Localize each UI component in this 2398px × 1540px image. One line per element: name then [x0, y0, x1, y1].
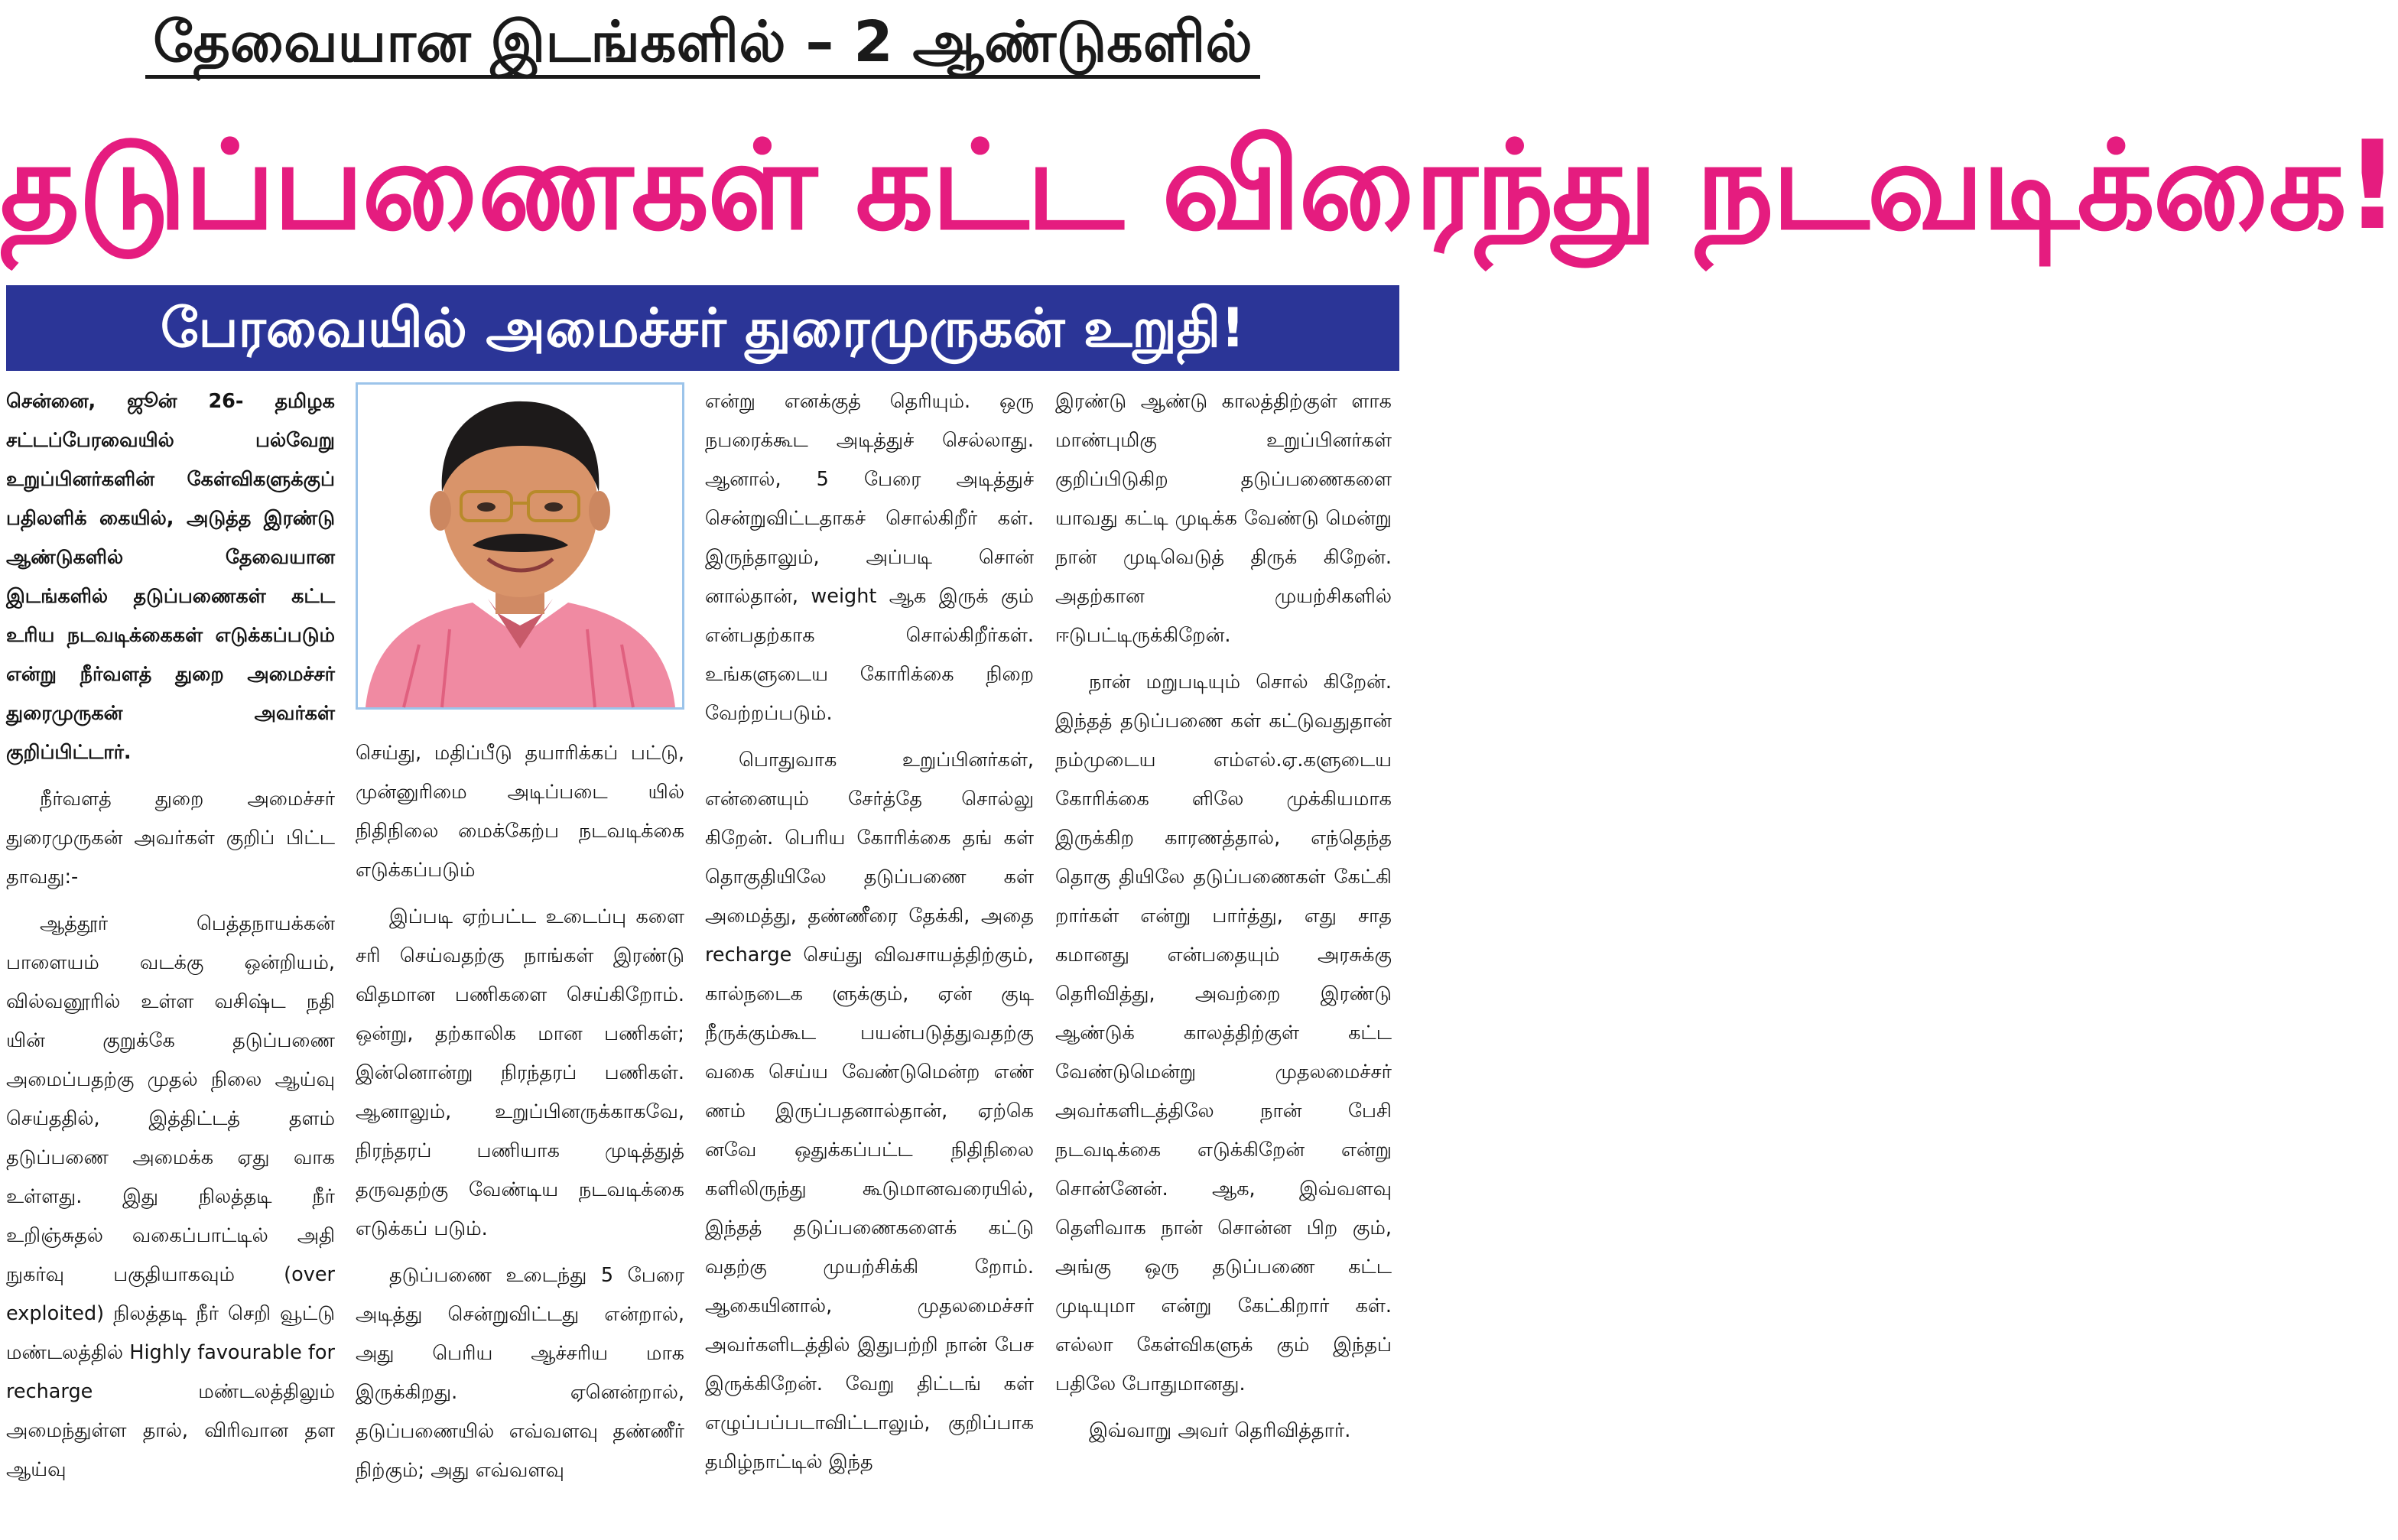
article-column-4 — [1055, 382, 1392, 1458]
portrait-illustration — [358, 385, 682, 707]
article-paragraph: இரண்டு ஆண்டு காலத்திற்குள் ளாக மாண்புமிகு உறுப்பினர்கள் குறிப்பிடுகிற தடுப்பணைகளை யாவது கட்டி முடிக்க வேண்டு மென்று நான் முடிவெடுத் திருக் கிறேன். அதற்கான முயற்சிகளில் ஈடுபட்டிருக்கிறேன். — [1055, 390, 1392, 647]
article-paragraph: செய்து, மதிப்பீடு தயாரிக்கப் பட்டு, முன்னுரிமை அடிப்படை யில் நிதிநிலை மைக்கேற்ப நடவடிக்கை எடுக்கப்படும் — [356, 742, 684, 882]
article-paragraph: நான் மறுபடியும் சொல் கிறேன். இந்தத் தடுப்பணை கள் கட்டுவதுதான் நம்முடைய எம்எல்.ஏ.களுடைய கோரிக்கை ளிலே முக்கியமாக இருக்கிற காரணத்தால், எந்தெந்த தொகு தியிலே தடுப்பணைகள் கேட்கி றார்கள் என்று பார்த்து, எது சாத கமானது என்பதையும் அரசுக்கு தெரிவித்து, அவற்றை இரண்டு ஆண்டுக் காலத்திற்குள் கட்ட வேண்டுமென்று முதலமைச்சர் அவர்களிடத்திலே நான் பேசி நடவடிக்கை எடுக்கிறேன் என்று சொன்னேன். ஆக, இவ்வளவு தெளிவாக நான் சொன்ன பிற கும், அங்கு ஒரு தடுப்பணை கட்ட முடியுமா என்று கேட்கிறார் கள். எல்லா கேள்விகளுக் கும் இந்தப் பதிலே போதுமானது. — [1055, 671, 1392, 1395]
article-closing: இவ்வாறு அவர் தெரிவித்தார். — [1089, 1419, 1351, 1442]
article-paragraph: பொதுவாக உறுப்பினர்கள், என்னையும் சேர்த்தே சொல்லு கிறேன். பெரிய கோரிக்கை தங் கள் தொகுதியிலே தடுப்பணை கள் அமைத்து, தண்ணீரை தேக்கி, அதை recharge செய்து விவசாயத்திற்கும், கால்நடைக ளுக்கும், ஏன் குடி நீருக்கும்கூட பயன்படுத்துவதற்கு வகை செய்ய வேண்டுமென்ற எண் ணம் இருப்பதனால்தான், ஏற்கெ னவே ஒதுக்கப்பட்ட நிதிநிலை களிலிருந்து கூடுமானவரையில், இந்தத் தடுப்பணைகளைக் கட்டு வதற்கு முயற்சிக்கி றோம். ஆகையினால், முதலமைச்சர் அவர்களிடத்தில் இதுபற்றி நான் பேச இருக்கிறேன். வேறு திட்டங் கள் எழுப்பப்படாவிட்டாலும், குறிப்பாக தமிழ்நாட்டில் இந்த — [705, 749, 1034, 1473]
article-lead: சென்னை, ஜூன் 26- தமிழக சட்டப்பேரவையில் பல்வேறு உறுப்பினர்களின் கேள்விகளுக்குப் பதிலளிக் கையில், அடுத்த இரண்டு ஆண்டுகளில் தேவையான இடங்களில் தடுப்பணைகள் கட்ட உரிய நடவடிக்கைகள் எடுக்கப்படும் என்று நீர்வளத் துறை அமைச்சர் துரைமுருகன் அவர்கள் குறிப்பிட்டார். — [6, 390, 335, 764]
main-headline: தடுப்பணைகள் கட்ட விரைந்து நடவடிக்கை! — [0, 114, 2398, 257]
article-paragraph: இப்படி ஏற்பட்ட உடைப்பு களை சரி செய்வதற்கு நாங்கள் இரண்டு விதமான பணிகளை செய்கிறோம். ஒன்று, தற்காலிக மான பணிகள்; இன்னொன்று நிரந்தரப் பணிகள். ஆனாலும், உறுப்பினருக்காகவே, நிரந்தரப் பணியாக முடித்துத் தருவதற்கு வேண்டிய நடவடிக்கை எடுக்கப் படும். — [356, 905, 684, 1240]
article-column-3 — [705, 382, 1034, 1490]
article-column-1 — [6, 382, 335, 1497]
minister-photo — [356, 382, 684, 710]
article-column-2 — [356, 734, 684, 1498]
subheadline-bar: பேரவையில் அமைச்சர் துரைமுருகன் உறுதி! — [6, 285, 1399, 371]
article-paragraph: நீர்வளத் துறை அமைச்சர் துரைமுருகன் அவர்கள் குறிப் பிட்ட தாவது:- — [6, 788, 335, 889]
article-paragraph: தடுப்பணை உடைந்து 5 பேரை அடித்து சென்றுவிட்டது என்றால், அது பெரிய ஆச்சரிய மாக இருக்கிறது. ஏனென்றால், தடுப்பணையில் எவ்வளவு தண்ணீர் நிற்கும்; அது எவ்வளவு — [356, 1264, 684, 1482]
kicker-heading — [0, 0, 1405, 90]
article-paragraph: என்று எனக்குத் தெரியும். ஒரு நபரைக்கூட அடித்துச் செல்லாது. ஆனால், 5 பேரை அடித்துச் சென்றுவிட்டதாகச் சொல்கிறீர் கள். இருந்தாலும், அப்படி சொன் னால்தான், weight ஆக இருக் கும் என்பதற்காக சொல்கிறீர்கள். உங்களுடைய கோரிக்கை நிறை வேற்றப்படும். — [705, 390, 1034, 725]
article-paragraph: ஆத்தூர் பெத்தநாயக்கன் பாளையம் வடக்கு ஒன்றியம், வில்வனூரில் உள்ள வசிஷ்ட நதி யின் குறுக்கே தடுப்பணை அமைப்பதற்கு முதல் நிலை ஆய்வு செய்ததில், இத்திட்டத் தளம் தடுப்பணை அமைக்க ஏது வாக உள்ளது. இது நிலத்தடி நீர் உறிஞ்சுதல் வகைப்பாட்டில் அதி நுகர்வு பகுதியாகவும் (over exploited) நிலத்தடி நீர் செறி வூட்டு மண்டலத்தில் Highly favourable for recharge மண்டலத்திலும் அமைந்துள்ள தால், விரிவான தள ஆய்வு — [6, 912, 335, 1481]
kicker-text: தேவையான இடங்களில் – 2 ஆண்டுகளில் — [145, 9, 1260, 79]
